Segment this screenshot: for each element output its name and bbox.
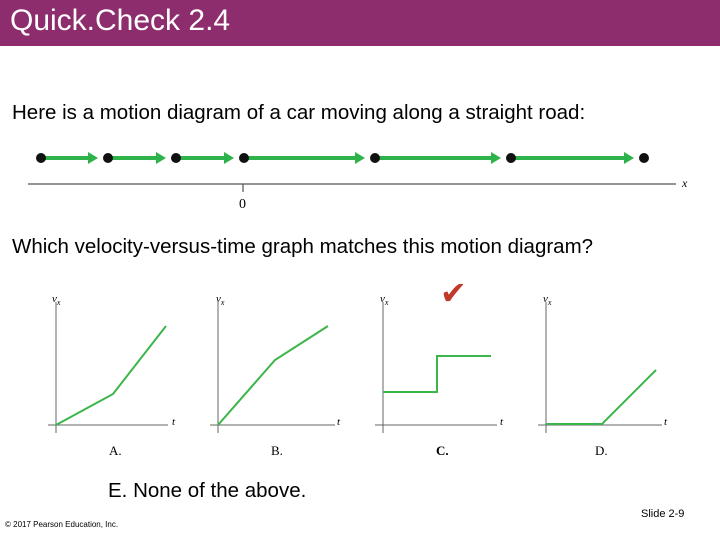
position-dot [171, 153, 181, 163]
position-dot [103, 153, 113, 163]
graph-b-y-label: $v_x$ [216, 293, 225, 308]
arrow-6-head [624, 152, 634, 164]
graph-a[interactable] [48, 300, 183, 435]
title-bar [0, 0, 720, 46]
graph-a-y-label: $v_x$ [52, 293, 61, 308]
copyright: © 2017 Pearson Education, Inc. [5, 520, 119, 529]
graph-d[interactable] [538, 300, 673, 435]
position-dot [506, 153, 516, 163]
slide-number: Slide 2-9 [641, 508, 685, 520]
graph-c-y-label: $v_x$ [380, 293, 389, 308]
option-e[interactable]: E. None of the above. [108, 479, 307, 502]
arrow-5-head [491, 152, 501, 164]
arrow-3-head [224, 152, 234, 164]
graph-c-x-label: t [500, 416, 504, 428]
motion-diagram [0, 140, 720, 215]
origin-label: 0 [239, 197, 246, 212]
arrow-2-head [156, 152, 166, 164]
graph-b-velocity-line [218, 326, 328, 425]
position-dot [36, 153, 46, 163]
question-motion-diagram: Here is a motion diagram of a car moving along a straight road: [12, 101, 586, 124]
graph-b[interactable] [210, 300, 345, 435]
position-dot [239, 153, 249, 163]
graph-a-letter: A. [109, 443, 122, 458]
graph-b-letter: B. [271, 443, 283, 458]
velocity-arrows [41, 152, 634, 164]
position-dot [370, 153, 380, 163]
graph-d-velocity-line [546, 370, 656, 424]
graph-c-velocity-line [383, 356, 491, 392]
correct-check-icon: ✔ [440, 275, 467, 311]
question-graph-match: Which velocity-versus-time graph matches this motion diagram? [12, 235, 594, 258]
graph-d-y-label: $v_x$ [543, 293, 552, 308]
graph-c[interactable] [375, 300, 510, 435]
graph-b-x-label: t [337, 416, 341, 428]
graph-d-x-label: t [664, 416, 668, 428]
arrow-4-head [355, 152, 365, 164]
graph-a-velocity-line [56, 326, 166, 425]
position-dot [639, 153, 649, 163]
axis-x-label: x [682, 176, 688, 190]
graph-c-letter: C. [436, 443, 449, 458]
graph-a-x-label: t [172, 416, 176, 428]
graph-d-letter: D. [595, 443, 608, 458]
arrow-1-head [88, 152, 98, 164]
slide-title: Quick.Check 2.4 [10, 4, 231, 37]
